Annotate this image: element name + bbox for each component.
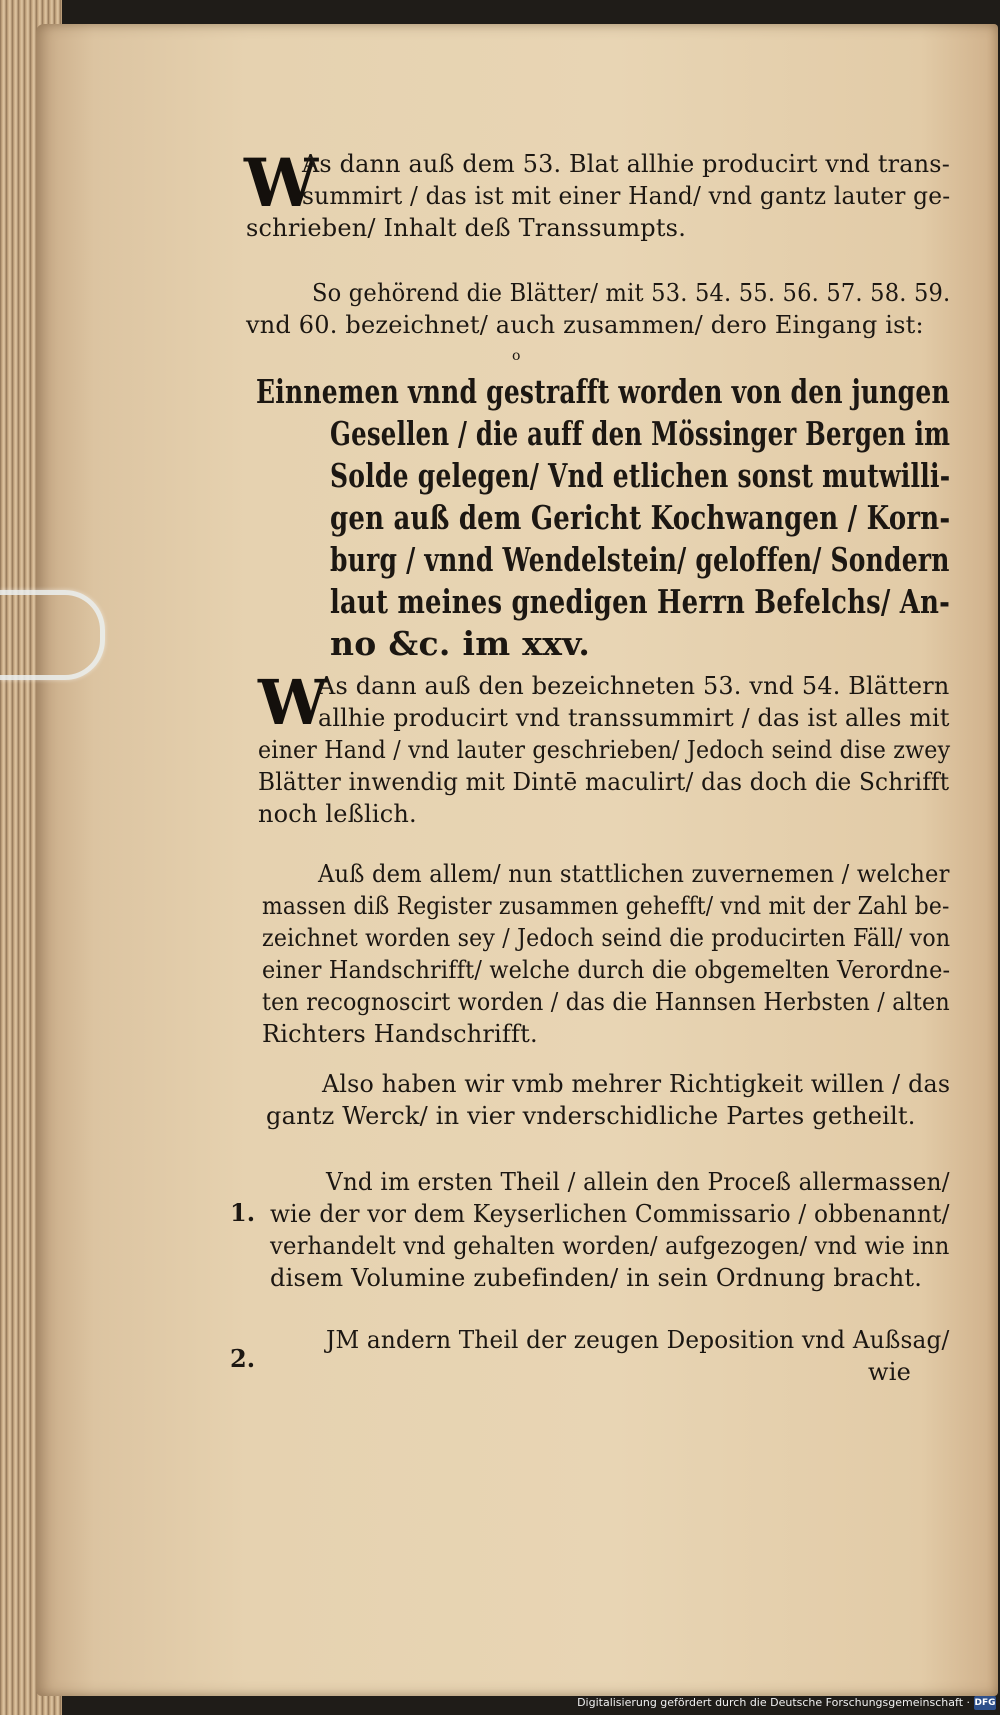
text-line: Auß dem allem/ nun stattlichen zuvernemen / welcher — [318, 860, 950, 888]
dfg-logo-icon: DFG — [974, 1698, 996, 1708]
margin-number: 1. — [230, 1198, 256, 1227]
text-line: vnd 60. bezeichnet/ auch zusammen/ dero Eingang ist: — [246, 311, 924, 339]
text-line: verhandelt vnd gehalten worden/ aufgezogen/ vnd wie inn — [270, 1232, 950, 1260]
text-line: wie — [868, 1358, 912, 1386]
text-line-large: burg / vnnd Wendelstein/ geloffen/ Sondern — [330, 540, 950, 579]
text-line-large: no &c. im xxv. — [330, 624, 591, 663]
text-line: disem Volumine zubefinden/ in sein Ordnung bracht. — [270, 1264, 923, 1292]
text-line: So gehörend die Blätter/ mit 53. 54. 55. 56. 57. 58. 59. — [312, 279, 951, 307]
credit-text: Digitalisierung gefördert durch die Deutsche Forschungsgemeinschaft · — [577, 1696, 970, 1709]
text-line: einer Handschrifft/ welche durch die obgemelten Verordne- — [262, 956, 951, 984]
text-line: Also haben wir vmb mehrer Richtigkeit willen / das — [322, 1070, 951, 1098]
text-line: zeichnet worden sey / Jedoch seind die producirten Fäll/ von — [262, 924, 951, 952]
text-line: As dann auß dem 53. Blat allhie producirt vnd trans- — [302, 150, 950, 178]
text-line: einer Hand / vnd lauter geschrieben/ Jedoch seind dise zwey — [258, 736, 951, 764]
text-line: Blätter inwendig mit Dintē maculirt/ das doch die Schrifft — [258, 768, 950, 796]
small-mark: o — [512, 348, 521, 364]
text-line: noch leßlich. — [258, 800, 417, 828]
text-line: As dann auß den bezeichneten 53. vnd 54. Blättern — [318, 672, 950, 700]
text-line: Vnd im ersten Theil / allein den Proceß allermassen/ — [326, 1168, 950, 1196]
text-line-large: laut meines gnedigen Herrn Befelchs/ An- — [330, 582, 951, 621]
text-line: summirt / das ist mit einer Hand/ vnd gantz lauter ge- — [302, 182, 951, 210]
digitization-credit — [577, 1694, 996, 1712]
text-line-large: gen auß dem Gericht Kochwangen / Korn- — [330, 498, 951, 537]
initial-letter: W — [258, 666, 328, 739]
text-line-large: Einnemen vnnd gestrafft worden von den jungen — [256, 372, 950, 411]
text-line: ten recognoscirt worden / das die Hannsen Herbsten / alten — [262, 988, 950, 1016]
text-line: allhie producirt vnd transsummirt / das ist alles mit — [318, 704, 950, 732]
text-line: wie der vor dem Keyserlichen Commissario / obbenannt/ — [270, 1200, 950, 1228]
text-line-large: Solde gelegen/ Vnd etlichen sonst mutwilli- — [330, 456, 951, 495]
initial-letter: W — [244, 144, 319, 222]
margin-number: 2. — [230, 1344, 256, 1373]
text-line: Richters Handschrifft. — [262, 1020, 538, 1048]
text-line-large: Gesellen / die auff den Mössinger Bergen im — [330, 414, 951, 453]
text-line: massen diß Register zusammen gehefft/ vnd mit der Zahl be- — [262, 892, 950, 920]
text-line: JM andern Theil der zeugen Deposition vnd Außsag/ — [326, 1326, 950, 1354]
text-line: gantz Werck/ in vier vnderschidliche Partes getheilt. — [266, 1102, 916, 1130]
text-line: schrieben/ Inhalt deß Transsumpts. — [246, 214, 687, 242]
